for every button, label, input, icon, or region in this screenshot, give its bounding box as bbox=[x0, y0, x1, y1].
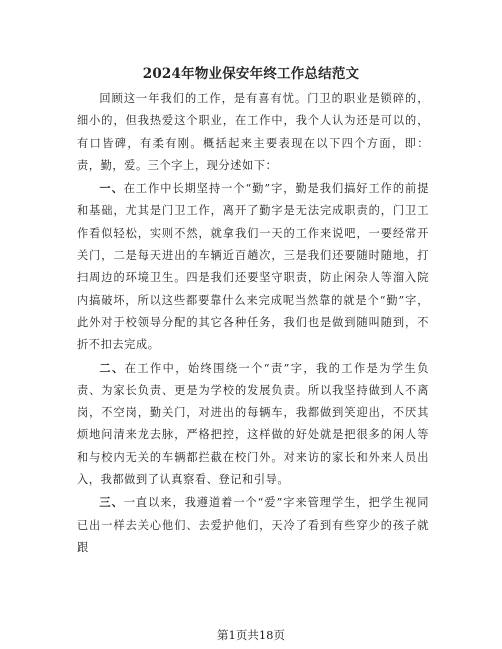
paragraph-text: 在工作中长期坚持一个“勤”字，勤是我们搞好工作的前提和基础，尤其是门卫工作，离开了勤字是无法完成职责的，门卫工作看似轻松，实则不然，就拿我们一天的工作来说吧，一要经常开关门，二是每天进出的车辆近百趟次，三是我们还要随时随地，打扫周边的环境卫生。四是我们还要坚守职责，防止闲杂人等溜入院内搞破坏，所以这些都要靠什么来完成呢当然靠的就是个“勤”字，此外对于校领导分配的其它各种任务，我们也是做到随叫随到，不折不扣去完成。 bbox=[77, 182, 429, 352]
document-body bbox=[77, 88, 429, 559]
paragraph-text: 一直以来，我遵道着一个“爱”字来管理学生，把学生视同已出一样去关心他们、去爱护他们，天冷了看到有些穿少的孩子就跟 bbox=[77, 496, 429, 554]
paragraph-intro bbox=[77, 88, 429, 177]
document-title: 2024年物业保安年终工作总结范文 bbox=[142, 66, 360, 82]
section-number: 二、 bbox=[99, 360, 125, 375]
paragraph-section-2 bbox=[77, 357, 429, 492]
page-number: 第1页共18页 bbox=[217, 628, 285, 642]
section-number: 一、 bbox=[99, 181, 124, 196]
paragraph-text: 在工作中，始终围绕一个“责”字，我的工作是为学生负责、为家长负责、更是为学校的发展负责。所以我坚持做到人不离岗，不空岗，勤关门，对进出的每辆车，我都做到笑迎出，不厌其烦地问清来龙去脉，严格把控，这样做的好处就是把很多的闲人等和与校内无关的车辆都拦截在校门外。对来访的家长和外来人员出入，我都做到了认真察看、登记和引导。 bbox=[77, 361, 429, 487]
paragraph-text: 回顾这一年我们的工作，是有喜有忧。门卫的职业是锁碎的，细小的，但我热爱这个职业，在工作中，我个人认为还是可以的，有口皆碑，有柔有刚。概括起来主要表现在以下四个方面，即：责，勤，爱。三个字上，现分述如下： bbox=[77, 92, 429, 172]
paragraph-section-3 bbox=[77, 491, 429, 559]
section-number: 三、 bbox=[99, 495, 124, 510]
paragraph-section-1 bbox=[77, 177, 429, 356]
